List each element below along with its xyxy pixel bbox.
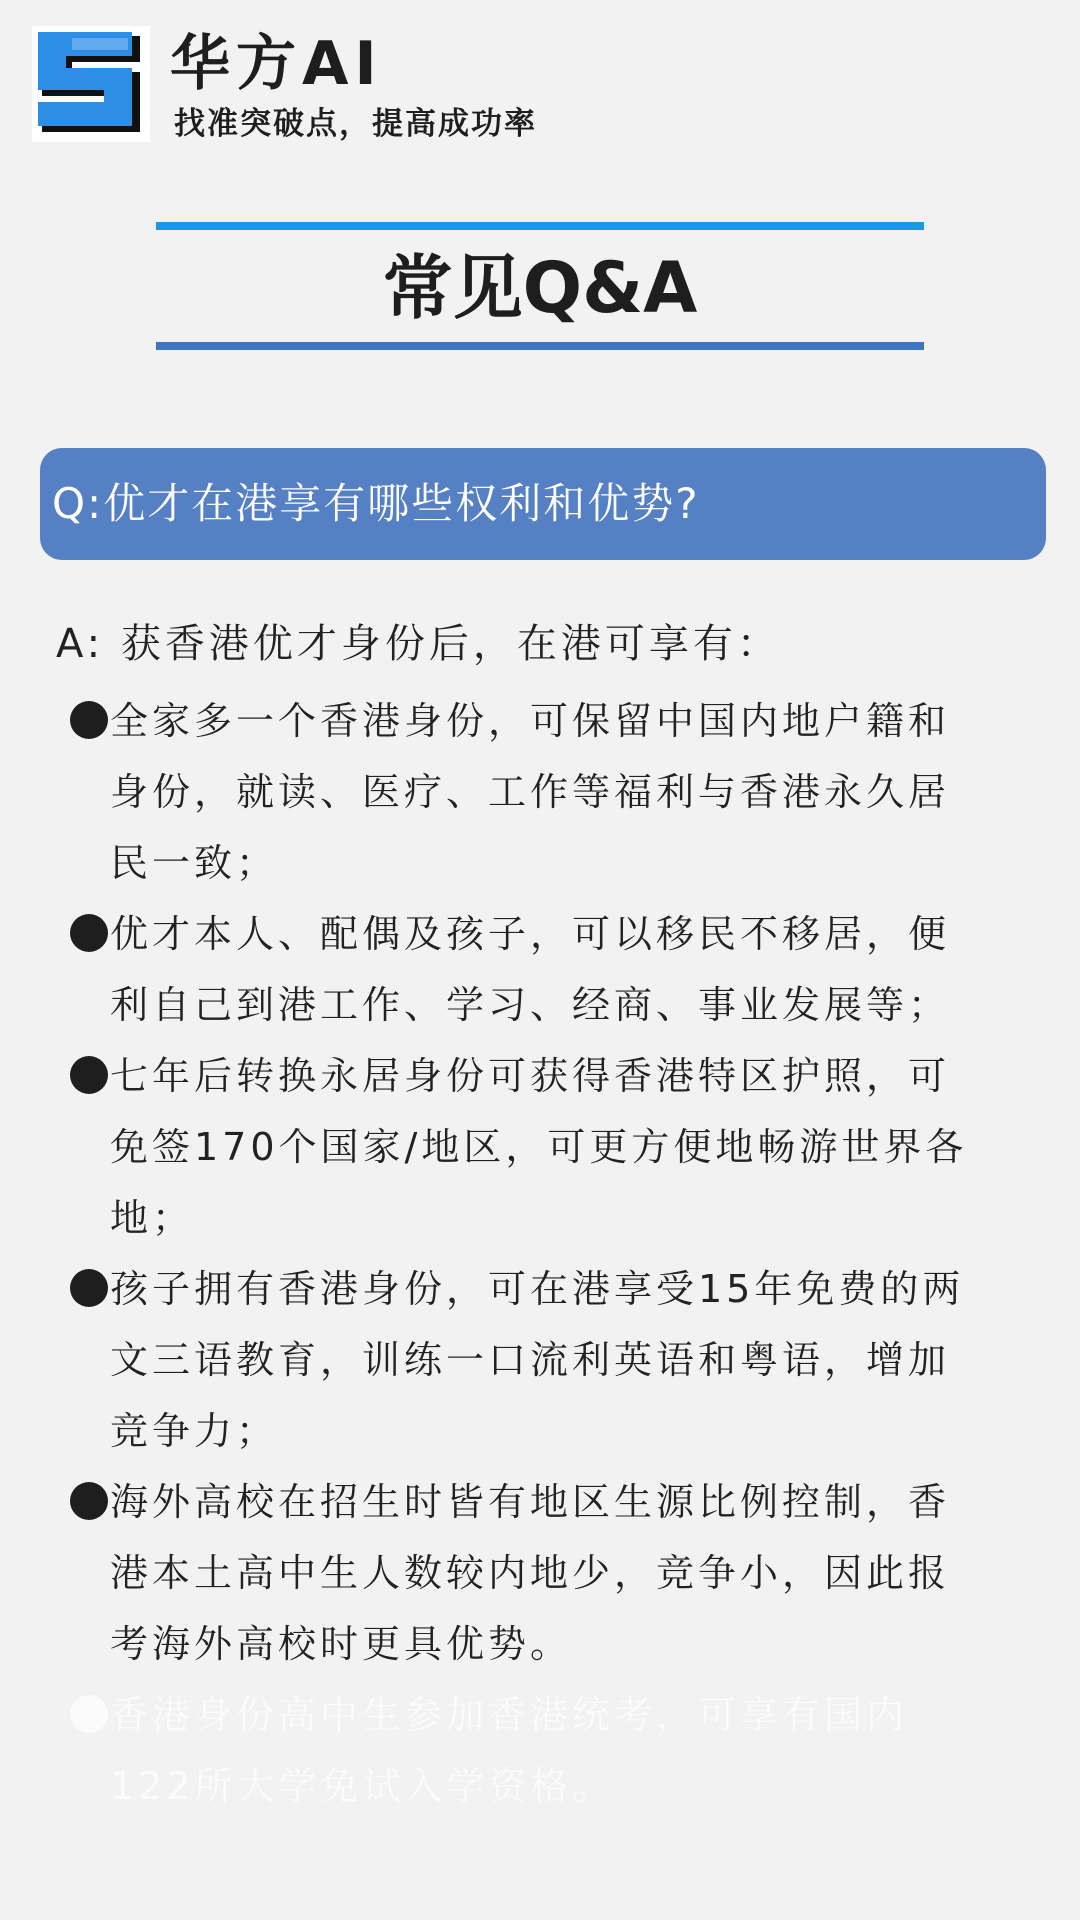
bullet-line: 考海外高校时更具优势。 — [110, 1622, 573, 1666]
bullet-line: 竞争力； — [110, 1409, 279, 1453]
bullet-dot-icon — [70, 914, 108, 952]
answer-bullet-faded — [70, 1680, 1060, 1822]
bullet-line: 地； — [110, 1196, 195, 1240]
bullet-line: 文三语教育，训练一口流利英语和粤语，增加 — [110, 1338, 951, 1382]
question-banner — [40, 448, 1046, 560]
bullet-line: 海外高校在招生时皆有地区生源比例控制，香 — [110, 1480, 951, 1524]
bullet-line: 优才本人、配偶及孩子，可以移民不移居，便 — [110, 912, 951, 956]
bullet-line: 利自己到港工作、学习、经商、事业发展等； — [110, 983, 951, 1027]
answer-bullet — [70, 686, 1060, 899]
bullet-line: 孩子拥有香港身份，可在港享受15年免费的两 — [110, 1267, 965, 1311]
brand-slogan: 找准突破点，提高成功率 — [174, 106, 537, 142]
brand-header — [32, 26, 732, 146]
bullet-line: 122所大学免试入学资格。 — [110, 1764, 615, 1808]
bullet-dot-icon — [70, 701, 108, 739]
section-title: 常见Q&A — [382, 247, 698, 329]
answer-bullet — [70, 899, 1060, 1041]
bullet-line: 民一致； — [110, 841, 279, 885]
bullet-line: 七年后转换永居身份可获得香港特区护照，可 — [110, 1054, 951, 1098]
brand-name: 华方AI — [170, 29, 383, 99]
answer-bullet — [70, 1467, 1060, 1680]
brand-logo-icon — [32, 26, 150, 142]
bullet-line: 香港身份高中生参加香港统考，可享有国内 — [110, 1693, 909, 1737]
title-rule-bottom — [156, 342, 924, 350]
bullet-line: 身份，就读、医疗、工作等福利与香港永久居 — [110, 770, 951, 814]
bullet-line: 全家多一个香港身份，可保留中国内地户籍和 — [110, 699, 951, 743]
answer-bullet — [70, 1254, 1060, 1467]
question-text: Q:优才在港享有哪些权利和优势? — [52, 479, 700, 528]
bullet-dot-icon — [70, 1056, 108, 1094]
bullet-dot-icon — [70, 1482, 108, 1520]
title-rule-top — [156, 222, 924, 230]
answer-intro: A: 获香港优才身份后，在港可享有： — [56, 621, 781, 667]
bullet-dot-icon — [70, 1695, 108, 1733]
bullet-dot-icon — [70, 1269, 108, 1307]
bullet-line: 港本土高中生人数较内地少，竞争小，因此报 — [110, 1551, 951, 1595]
bullet-line: 免签170个国家/地区，可更方便地畅游世界各 — [110, 1125, 968, 1169]
answer-bullet-list — [70, 686, 1060, 1822]
answer-bullet — [70, 1041, 1060, 1254]
